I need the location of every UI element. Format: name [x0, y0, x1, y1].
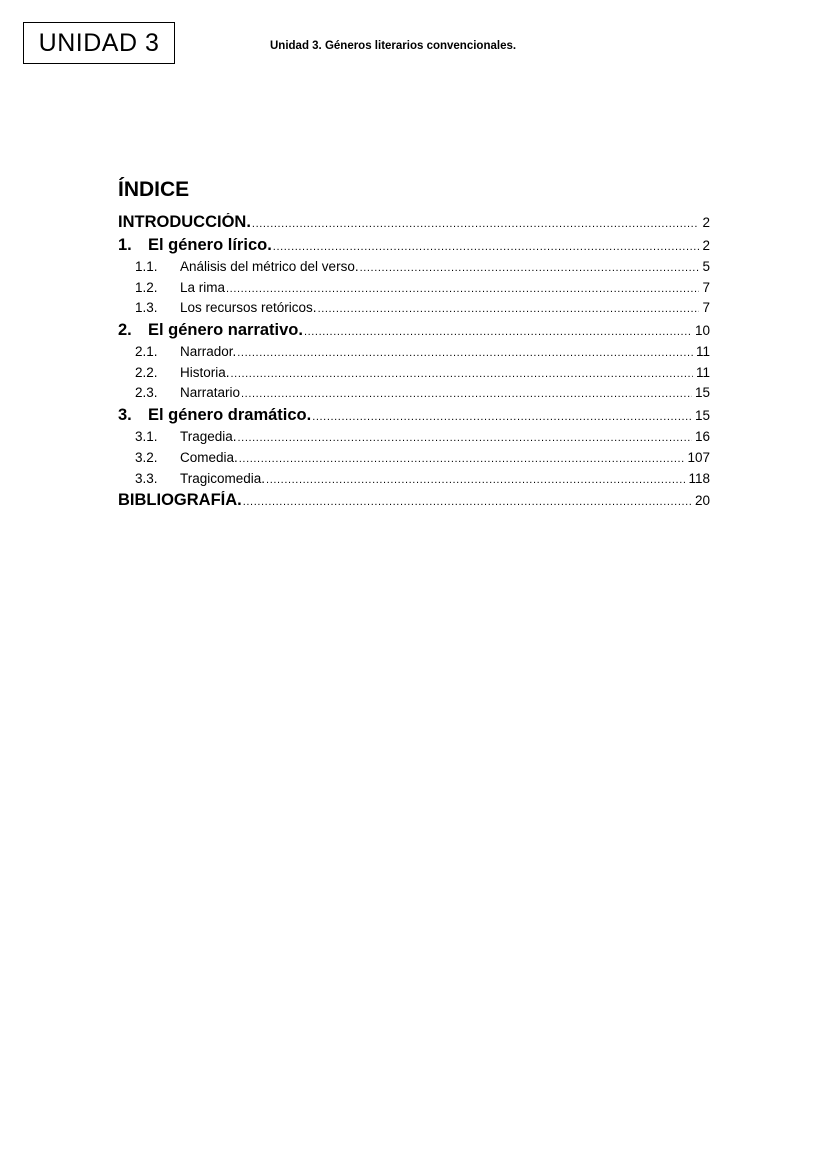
toc-entry-number: 1.2. — [135, 279, 158, 295]
toc-entry-number: 1. — [118, 236, 132, 254]
toc-entry-number: 2.3. — [135, 385, 158, 401]
toc-entry-text: Comedia. — [180, 449, 238, 465]
toc-entry-narratario[interactable] — [118, 385, 710, 406]
toc-entry-analisis-metrico[interactable] — [118, 259, 710, 280]
toc-entry-text: El género dramático. — [148, 406, 312, 425]
toc-entry-text: Los recursos retóricos. — [180, 300, 317, 316]
toc-entry-text: BIBLIOGRAFÍA. — [118, 491, 242, 510]
toc-entry-page: 2 — [702, 238, 710, 253]
unit-label: UNIDAD 3 — [38, 28, 160, 57]
toc-entry-bibliografia[interactable] — [118, 491, 710, 514]
toc-title: ÍNDICE — [118, 178, 190, 201]
toc-entry-rima[interactable] — [118, 280, 710, 301]
toc-entry-text: Narrador. — [180, 344, 237, 360]
dot-leader — [231, 368, 693, 380]
dot-leader — [266, 474, 685, 486]
dot-leader — [304, 326, 692, 338]
toc-entry-text: La rima — [180, 279, 226, 295]
toc-entry-page: 11 — [695, 344, 710, 360]
toc-entry-genero-lirico[interactable] — [118, 236, 710, 259]
toc-entry-page: 7 — [702, 279, 710, 295]
toc-entry-narrador[interactable] — [118, 344, 710, 365]
toc-entry-number: 3.1. — [135, 429, 158, 445]
running-header: Unidad 3. Géneros literarios convencionales. — [270, 40, 517, 52]
dot-leader — [318, 303, 700, 315]
toc-entry-page: 10 — [694, 323, 710, 339]
toc-entry-number: 2.1. — [135, 344, 158, 360]
dot-leader — [237, 347, 693, 359]
toc-entry-genero-dramatico[interactable] — [118, 406, 710, 429]
toc-entry-text: Tragicomedia. — [180, 470, 266, 486]
toc-entry-page: 11 — [695, 364, 710, 380]
toc-entry-historia[interactable] — [118, 365, 710, 386]
toc-entry-number: 3. — [118, 406, 132, 425]
toc-entry-page: 107 — [687, 449, 710, 465]
toc-entry-text: INTRODUCCIÓN. — [118, 213, 251, 231]
dot-leader — [360, 262, 700, 274]
toc-entry-number: 3.2. — [135, 449, 158, 465]
toc-entry-genero-narrativo[interactable] — [118, 321, 710, 344]
dot-leader — [241, 388, 692, 400]
toc-entry-page: 5 — [702, 259, 710, 274]
dot-leader — [238, 432, 692, 444]
toc-entry-page: 20 — [694, 493, 710, 509]
toc-entry-page: 16 — [694, 429, 710, 445]
toc-entry-page: 2 — [702, 215, 710, 230]
toc-entry-number: 2.2. — [135, 364, 158, 380]
dot-leader — [239, 453, 685, 465]
toc-entry-recursos-retoricos[interactable] — [118, 300, 710, 321]
toc-entry-number: 1.3. — [135, 300, 158, 316]
toc-entry-text: Análisis del métrico del verso. — [180, 259, 359, 274]
toc-entry-text: El género lírico. — [148, 236, 272, 254]
toc-entry-page: 118 — [688, 470, 710, 486]
toc-entry-tragedia[interactable] — [118, 429, 710, 450]
toc-entry-text: Narratario — [180, 385, 241, 401]
toc-entry-comedia[interactable] — [118, 450, 710, 471]
toc-entry-introduccion[interactable] — [118, 213, 710, 236]
toc-entry-page: 15 — [694, 408, 710, 424]
toc-entry-number: 3.3. — [135, 470, 158, 486]
toc-entry-number: 2. — [118, 321, 132, 340]
toc-entry-page: 7 — [702, 300, 710, 316]
toc-entry-tragicomedia[interactable] — [118, 471, 710, 492]
toc-entry-text: El género narrativo. — [148, 321, 303, 340]
toc-entry-text: Tragedia. — [180, 429, 237, 445]
dot-leader — [243, 496, 692, 508]
toc-entry-number: 1.1. — [135, 259, 158, 274]
dot-leader — [252, 218, 700, 230]
table-of-contents — [118, 213, 710, 514]
unit-label-box — [23, 22, 175, 64]
toc-entry-page: 15 — [694, 385, 710, 401]
dot-leader — [226, 283, 699, 295]
toc-entry-text: Historia. — [180, 364, 230, 380]
dot-leader — [312, 411, 692, 423]
dot-leader — [273, 241, 700, 253]
